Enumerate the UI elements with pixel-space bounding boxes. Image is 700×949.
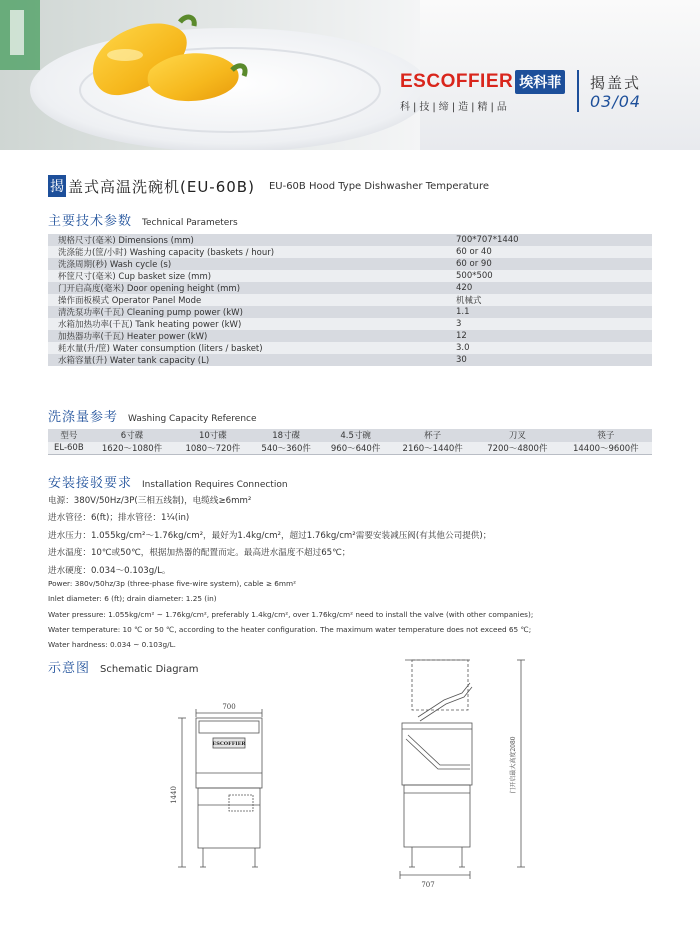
install-requirements-en: [48, 576, 688, 652]
brand-slogan: 科|技|缔|造|精|品: [400, 102, 510, 113]
table-header-row: 型号 6寸碟 10寸碟 18寸碟 4.5寸碗 杯子 刀叉 筷子: [48, 429, 652, 442]
table-row: 操作面板模式 Operator Panel Mode 机械式: [48, 294, 652, 306]
tech-title-en: Technical Parameters: [142, 218, 238, 228]
dim-open-height: 门开启最大高度2080: [510, 736, 517, 794]
title-badge: 揭: [48, 175, 66, 197]
table-row: 洗涤周期(秒) Wash cycle (s) 60 or 90: [48, 258, 652, 270]
install-line: 进水温度：10℃或50℃，根据加热器的配置而定。最高进水温度不超过65℃；: [48, 548, 351, 559]
table-row: 规格尺寸(毫米) Dimensions (mm) 700*707*1440: [48, 234, 652, 246]
install-line-en: Water pressure: 1.055kg/cm² ~ 1.76kg/cm², preferably 1.4kg/cm², over 1.76kg/cm² need to install the valve (with other companies);: [48, 609, 534, 619]
schematic-diagram: [0, 655, 700, 895]
front-view: [178, 709, 262, 867]
install-section-heading: [48, 472, 288, 491]
capacity-title-cn: 洗涤量参考: [48, 410, 119, 425]
header-divider: [577, 70, 579, 112]
dim-side-depth: 707: [421, 881, 435, 889]
tech-params-table: [48, 234, 652, 366]
table-row: 洗涤能力(筐/小时) Washing capacity (baskets / hour) 60 or 40: [48, 246, 652, 258]
dim-front-height: 1440: [170, 786, 178, 804]
table-row: 水箱加热功率(千瓦) Tank heating power (kW) 3: [48, 318, 652, 330]
brand-name-en: ESCOFFIER: [400, 71, 514, 92]
dim-front-width: 700: [222, 703, 236, 711]
panel-brand-label: ESCOFFIER: [212, 741, 246, 747]
table-row: EL-60B 1620～1080件 1080～720件 540～360件 960～640件 2160～1440件 7200～4800件 14400～9600件: [48, 442, 652, 455]
capacity-title-en: Washing Capacity Reference: [128, 414, 257, 424]
install-line-en: Water temperature: 10 ℃ or 50 ℃, according to the heater configuration. The maximum water temperature does not exceed 65 ℃;: [48, 624, 532, 634]
table-row: 水箱容量(升) Water tank capacity (L) 30: [48, 354, 652, 366]
capacity-section-heading: [48, 406, 257, 425]
schematic-title-en: Schematic Diagram: [100, 664, 199, 675]
product-title: [48, 175, 489, 197]
pepper-plate-photo: [0, 0, 420, 150]
page-header: [0, 0, 700, 150]
capacity-table: [48, 429, 652, 455]
table-row: 耗水量(升/筐) Water consumption (liters / basket) 3.0: [48, 342, 652, 354]
tech-section-heading: [48, 210, 238, 229]
install-line-en: Power: 380v/50hz/3p (three-phase five-wire system), cable ≥ 6mm²: [48, 579, 297, 588]
table-row: 门开启高度(毫米) Door opening height (mm) 420: [48, 282, 652, 294]
brand-name-cn: 埃科菲: [515, 70, 565, 94]
install-title-en: Installation Requires Connection: [142, 480, 288, 490]
schematic-title-cn: 示意图: [48, 661, 91, 676]
title-en: EU-60B Hood Type Dishwasher Temperature: [268, 180, 490, 192]
page-number: 03/04: [590, 92, 642, 111]
install-line-en: Inlet diameter: 6 (ft); drain diameter: 1.25 (in): [48, 594, 217, 604]
install-requirements-cn: [48, 493, 658, 580]
table-row: 加热器功率(千瓦) Heater power (kW) 12: [48, 330, 652, 342]
tech-title-cn: 主要技术参数: [48, 214, 133, 229]
brand-logo: [400, 70, 565, 113]
side-view: [400, 660, 525, 879]
install-title-cn: 安装接驳要求: [48, 476, 133, 491]
title-cn: 盖式高温洗碗机(EU-60B): [68, 177, 255, 196]
table-row: 杯筐尺寸(毫米) Cup basket size (mm) 500*500: [48, 270, 652, 282]
install-line: 进水管径：6(ft)；排水管径：1¼(in): [48, 513, 190, 524]
install-line: 进水压力：1.055kg/cm²～1.76kg/cm²，最好为1.4kg/cm²，超过1.76kg/cm²需要安装减压阀(有其他公司提供)；: [48, 530, 492, 541]
install-line: 进水硬度：0.034～0.103g/L。: [48, 565, 171, 576]
install-line: 电源：380V/50Hz/3P(三相五线制)，电缆线≥6mm²: [48, 496, 252, 506]
table-row: 清洗泵功率(千瓦) Cleaning pump power (kW) 1.1: [48, 306, 652, 318]
page-type-label: 揭盖式: [590, 74, 642, 92]
install-line-en: Water hardness: 0.034 ~ 0.103g/L.: [48, 640, 176, 650]
